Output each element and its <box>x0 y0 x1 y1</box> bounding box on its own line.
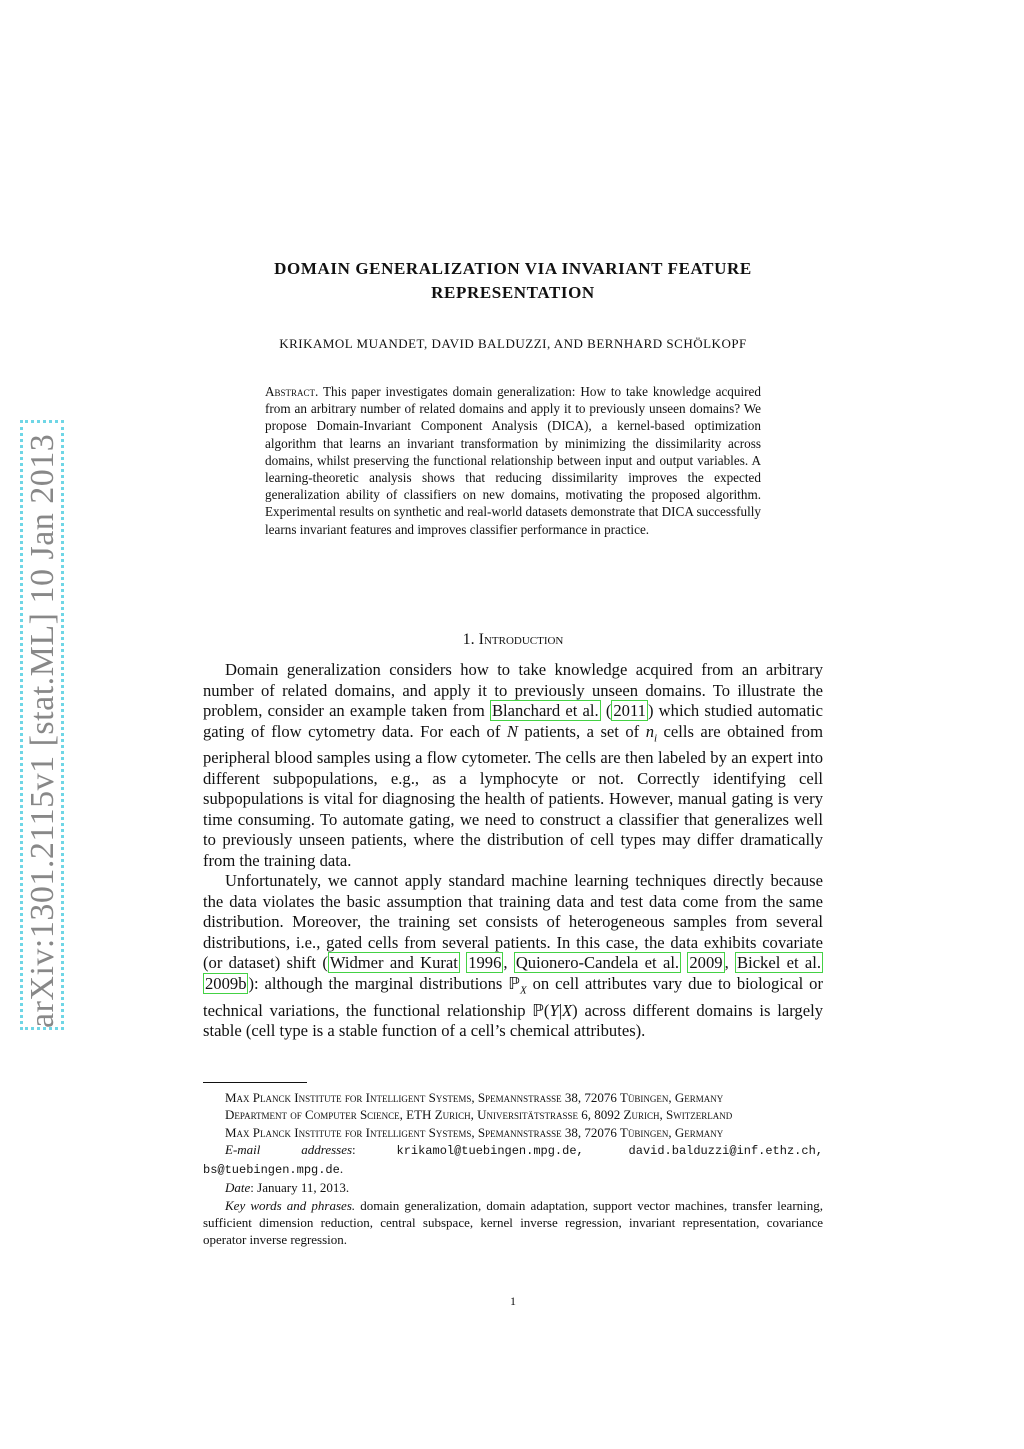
section-title: Introduction <box>478 631 564 648</box>
abstract-text: This paper investigates domain generalization: How to take knowledge acquired from an arbitrary number of related domains and apply it to previously unseen domains? We propose Domain-Invariant Component Analysis (DICA), a kernel-based optimization algorithm that learns an invariant transformation by minimizing the dissimilarity across domains, whilst preserving the functional relationship between input and output variables. A learning-theoretic analysis shows that reducing dissimilarity improves the expected generalization ability of classifiers on new domains, motivating the proposed algorithm. Experimental results on synthetic and real-world datasets demonstrate that DICA successfully learns invariant features and improves classifier performance in practice. <box>265 384 761 537</box>
email-addresses: E-mail addresses: krikamol@tuebingen.mpg.de, david.balduzzi@inf.ethz.ch, bs@tuebingen.mpg.de. <box>203 1141 823 1178</box>
title-line-1: DOMAIN GENERALIZATION VIA INVARIANT FEATURE <box>274 259 752 278</box>
paragraph-2: Unfortunately, we cannot apply standard machine learning techniques directly because the data violates the basic assumption that training data and test data come from the same distribution. Moreover, the training set consists of heterogeneous samples from several distributions, i.e., gated cells from several patients. In this case, the data exhibits covariate (or dataset) shift ( Widmer and Kurat 1996 , Quionero-Candela et al. 2009 , Bickel et al. 2009b ): although the marginal distributions ℙ$_X$ on cell attributes vary due to biological or technical variations, the functional relationship ℙ(Y|X) across different domains is largely stable (cell type is a stable function of a cell’s chemical attributes). <box>203 871 823 1041</box>
footnotes <box>203 1089 823 1249</box>
body-text <box>203 660 823 1042</box>
paper-title <box>203 257 823 305</box>
author-list: KRIKAMOL MUANDET, DAVID BALDUZZI, AND BERNHARD SCHÖLKOPF <box>279 336 747 351</box>
paragraph-1: Domain generalization considers how to take knowledge acquired from an arbitrary number of related domains, and apply it to previously unseen domains. To illustrate the problem, consider an example taken from Blanchard et al. ( 2011 ) which studied automatic gating of flow cytometry data. For each of N patients, a set of $n_i$ cells are obtained from peripheral blood samples using a flow cytometer. The cells are then labeled by an expert into different subpopulations, e.g., as a lymphocyte or not. Correctly identifying cell subpopulations is vital for diagnosing the health of patients. However, manual gating is very time consuming. To automate gating, we need to construct a classifier that generalizes well to previously unseen patients, where the distribution of cell types may differ dramatically from the training data. <box>203 660 824 870</box>
citation-link[interactable]: 1996 <box>468 953 502 973</box>
arxiv-stamp: arXiv:1301.2115v1 [stat.ML] 10 Jan 2013 <box>24 433 61 1028</box>
footnote-rule <box>203 1082 307 1083</box>
page-number: 1 <box>510 1294 516 1308</box>
citation-link[interactable]: 2009b <box>205 973 247 993</box>
affiliation-3: Max Planck Institute for Intelligent Systems, Spemannstrasse 38, 72076 Tübingen, Germany <box>225 1124 724 1140</box>
citation-link[interactable]: Blanchard et al. <box>491 701 599 720</box>
abstract <box>265 383 761 538</box>
section-number: 1. <box>462 631 475 648</box>
citation-link[interactable]: Bickel et al. <box>737 953 822 973</box>
abstract-label: Abstract. <box>265 384 319 399</box>
citation-link[interactable]: Widmer and Kurat <box>329 953 458 973</box>
section-heading <box>203 631 823 649</box>
citation-link[interactable]: 2009 <box>689 953 723 973</box>
citation-link[interactable]: 2011 <box>613 701 646 720</box>
title-line-2: REPRESENTATION <box>431 283 595 302</box>
affiliation-2: Department of Computer Science, ETH Zurich, Universitätstrasse 6, 8092 Zurich, Switzerland <box>225 1107 733 1123</box>
citation-link[interactable]: Quionero-Candela et al. <box>515 953 680 973</box>
date: Date: January 11, 2013. <box>225 1180 350 1196</box>
keywords: Key words and phrases. domain generalization, domain adaptation, support vector machines, transfer learning, sufficient dimension reduction, central subspace, kernel inverse regression, invariant representation, covariance operator inverse regression. <box>203 1197 824 1248</box>
affiliation-1: Max Planck Institute for Intelligent Systems, Spemannstrasse 38, 72076 Tübingen, Germany <box>225 1090 724 1105</box>
